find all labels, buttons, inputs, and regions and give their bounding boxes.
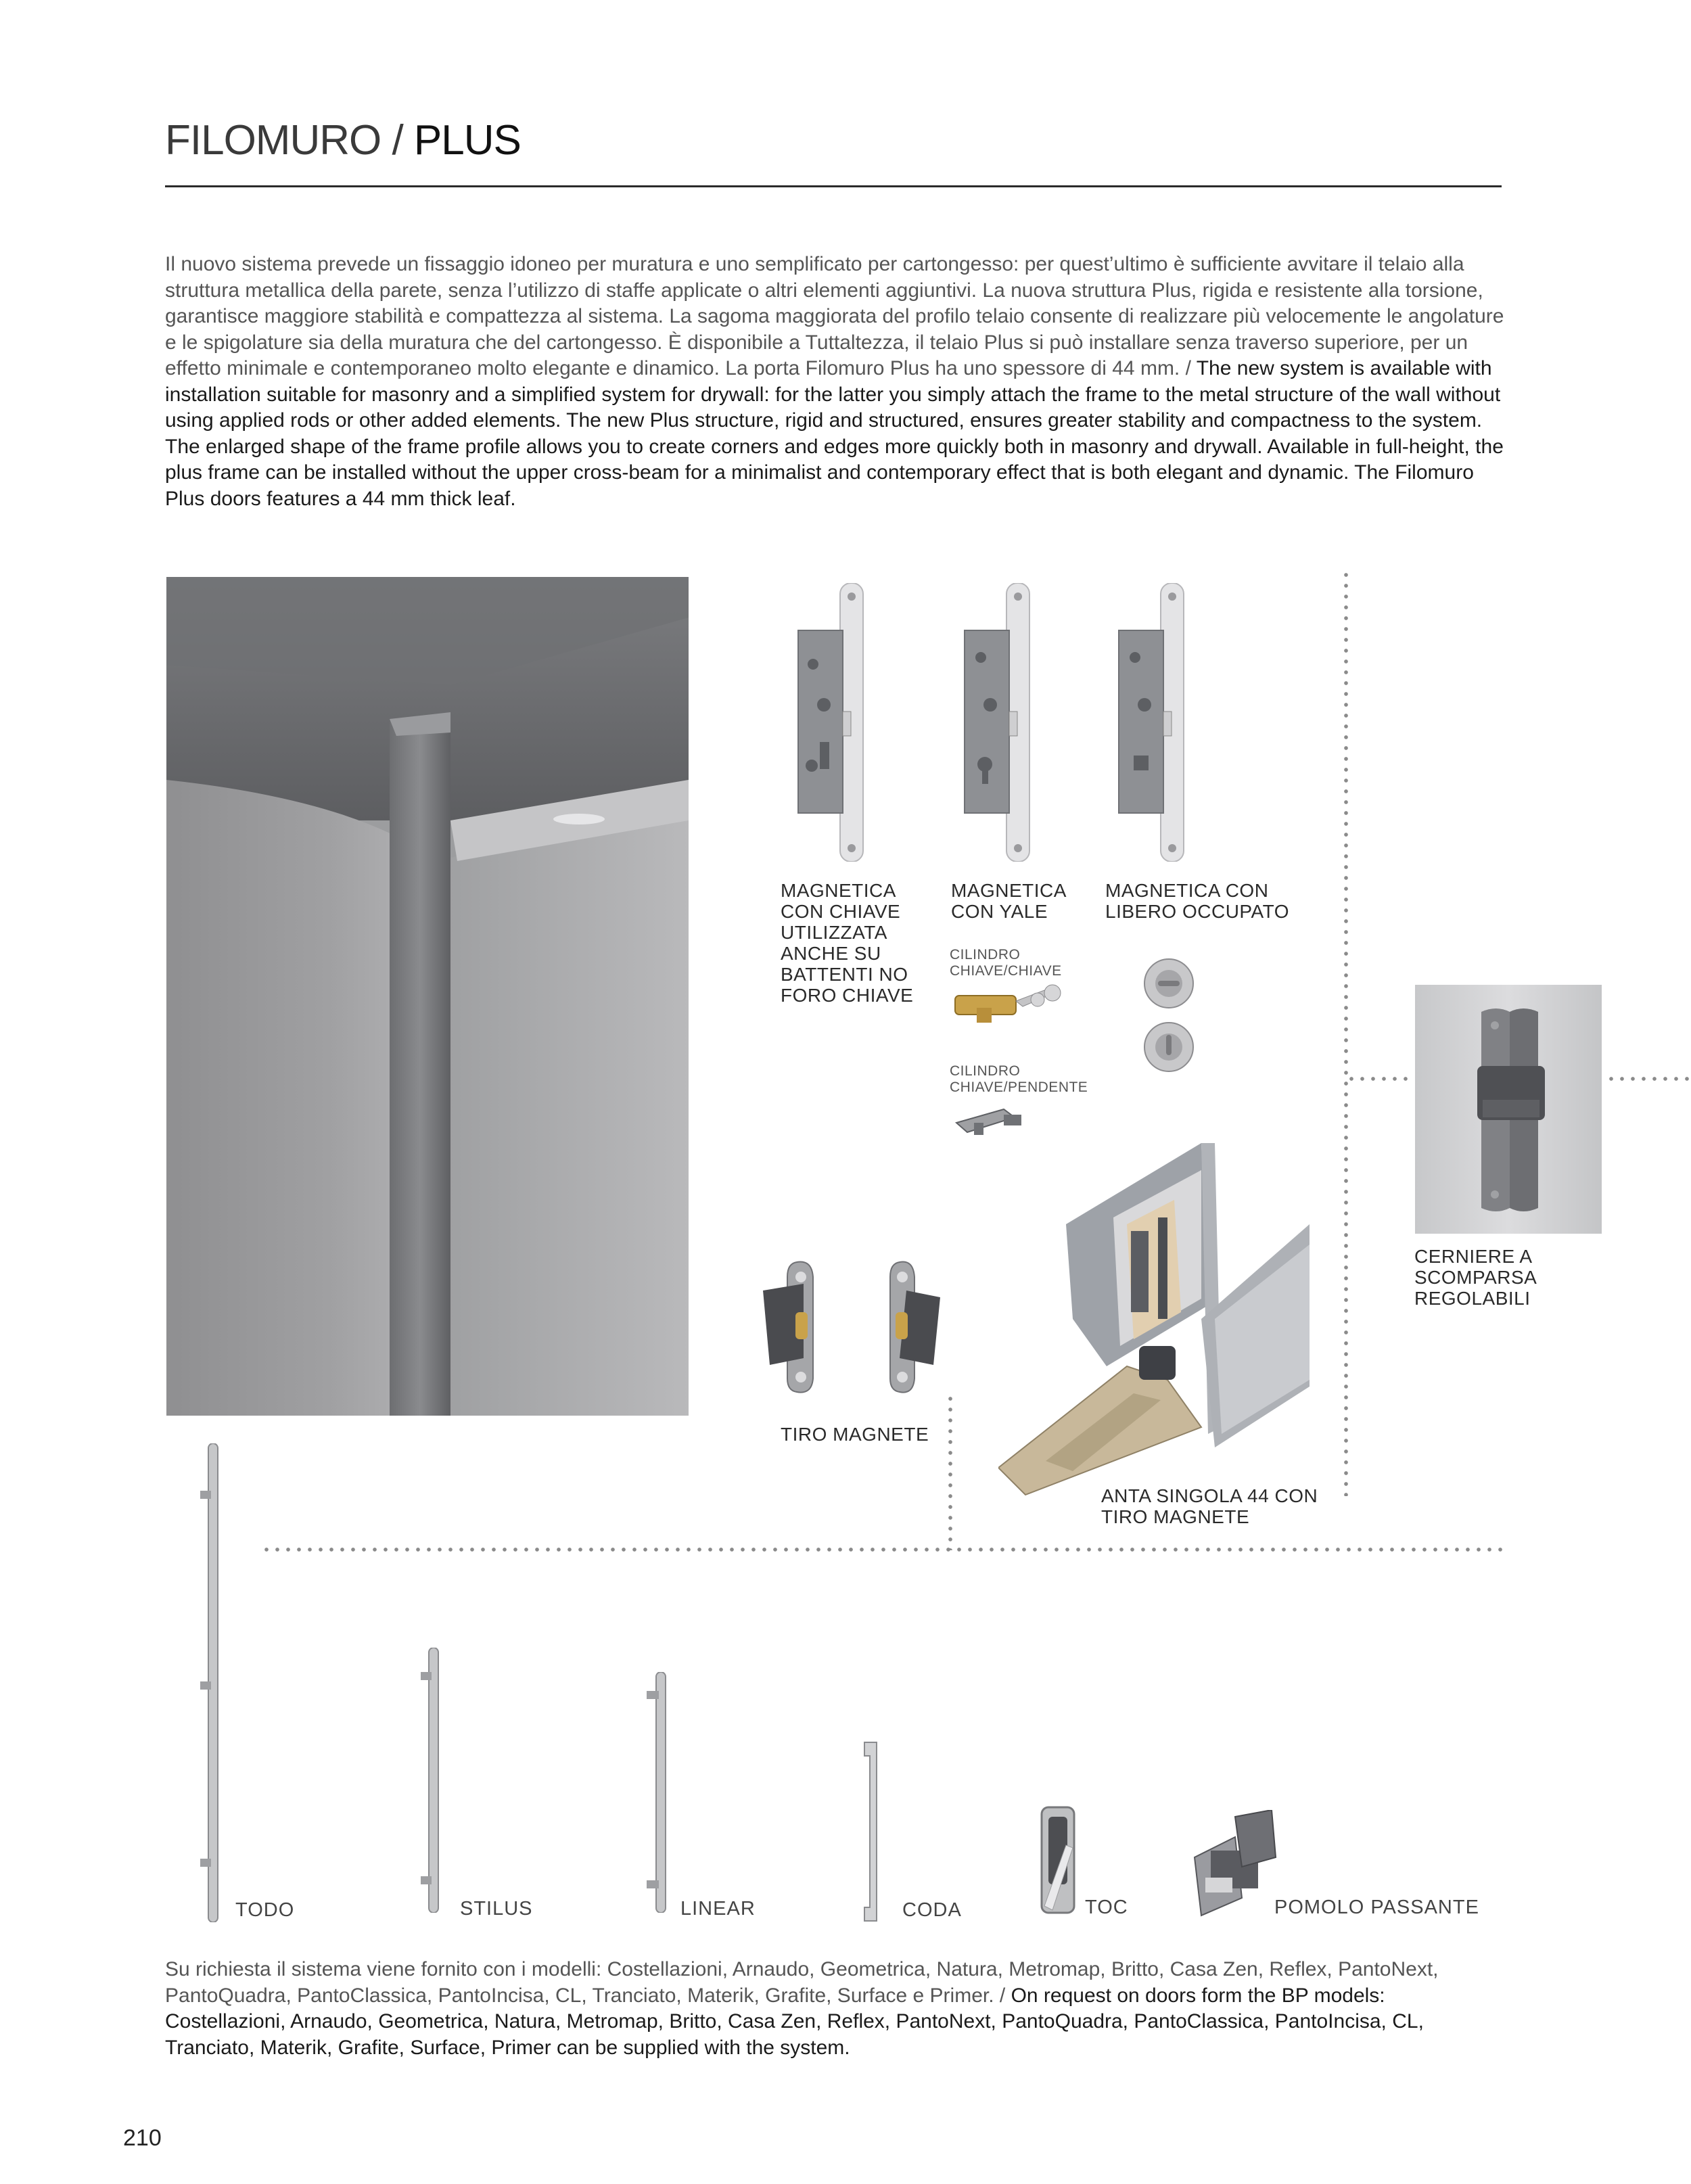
dotted-separator-hinge-left <box>1346 1077 1414 1081</box>
intro-paragraph <box>165 252 1504 512</box>
page-title: FILOMURO / PLUS <box>165 117 521 164</box>
magnet-catch-right-image <box>866 1257 947 1397</box>
lock-label-libero-occupato: MAGNETICA CON LIBERO OCCUPATO <box>1105 880 1289 922</box>
outro-italian: Su richiesta il sistema viene fornito con i modelli: Costellazioni, Arnaudo, Geometrica, Natura, Metromap, Britto, Casa Zen, Reflex, PantoNext, PantoQuadra, PantoClassica, PantoIncisa, CL, Tranciato, Materik, Grafite, Surface e Primer. / <box>165 1958 1439 2007</box>
frame-cross-section-image <box>998 1143 1310 1502</box>
dotted-separator-horizontal <box>261 1548 1506 1552</box>
cylinder-label-chiave-chiave: CILINDRO CHIAVE/CHIAVE <box>950 947 1062 979</box>
intro-english: The new system is available with installation suitable for masonry and a simplified system for drywall: for the latter you simply attach the frame to the metal structure of the wall without using applied rods or other added elements. The new Plus structure, rigid and structured, ensures greater stability and compactness to the system. The enlarged shape of the frame profile allows you to create corners and edges more quickly both in masonry and drywall. Available in full-height, the plus frame can be installed without the upper cross-beam for a minimalist and contemporary effect that is both elegant and dynamic. The Filomuro Plus doors features a 44 mm thick leaf. <box>165 357 1504 510</box>
single-leaf-label: ANTA SINGOLA 44 CON TIRO MAGNETE <box>1101 1485 1318 1527</box>
outro-english: On request on doors form the BP models: Costellazioni, Arnaudo, Geometrica, Natura, Metromap, Britto, Casa Zen, Reflex, PantoNext, PantoQuadra, PantoClassica, PantoIncisa, CL, Tranciato, Materik, Grafite, Surface, Primer can be supplied with the system. <box>165 1984 1424 2059</box>
page-number: 210 <box>123 2125 162 2151</box>
dotted-separator-vertical-center <box>948 1393 952 1550</box>
handle-label-toc: TOC <box>1085 1897 1128 1918</box>
concealed-hinge-photo <box>1415 985 1602 1234</box>
handle-pomolo-passante-image <box>1188 1810 1278 1917</box>
handle-label-todo: TODO <box>235 1899 295 1921</box>
lock-label-magnetica-chiave: MAGNETICA CON CHIAVE UTILIZZATA ANCHE SU BATTENTI NO FORO CHIAVE <box>781 880 914 1006</box>
handle-label-linear: LINEAR <box>680 1898 756 1920</box>
magnet-catch-left-image <box>756 1257 837 1397</box>
outro-paragraph <box>165 1957 1504 2061</box>
lock-label-magnetica-yale: MAGNETICA CON YALE <box>951 880 1066 922</box>
dotted-separator-hinge-right <box>1606 1077 1691 1081</box>
handle-label-stilus: STILUS <box>460 1898 533 1920</box>
door-frame-photo <box>166 577 689 1416</box>
intro-italian: Il nuovo sistema prevede un fissaggio idoneo per muratura e uno semplificato per cartongesso: per quest’ultimo è sufficiente avvitare il telaio alla struttura metallica della parete, senza l’utilizzo di staffe applicate o altri elementi aggiuntivi. La nuova struttura Plus, rigida e resistente alla torsione, garantisce maggiore stabilità e compattezza al sistema. La sagoma maggiorata del profilo telaio consente di realizzare più velocemente le angolature e le spigolature sia della muratura che del cartongesso. È disponibile a Tuttaltezza, il telaio Plus si può installare senza traverso superiore, per un effetto minimale e contemporaneo molto elegante e dinamico. La porta Filomuro Plus ha uno spessore di 44 mm. / <box>165 253 1504 379</box>
title-divider <box>165 185 1502 187</box>
lock-body-magnetica-yale <box>951 583 1039 862</box>
handle-toc-image <box>1039 1805 1077 1915</box>
handle-linear-image <box>647 1672 674 1913</box>
lock-body-magnetica-libero-occupato <box>1105 583 1193 862</box>
hinge-label: CERNIERE A SCOMPARSA REGOLABILI <box>1414 1246 1536 1309</box>
handle-label-pomolo-passante: POMOLO PASSANTE <box>1274 1897 1479 1918</box>
cylinder-key-key-image <box>950 981 1071 1028</box>
privacy-turn-knob-icon <box>1140 955 1197 1012</box>
cylinder-key-thumbturn-image <box>950 1102 1031 1143</box>
lock-body-magnetica-chiave <box>785 583 873 862</box>
handle-label-coda: CODA <box>902 1899 962 1921</box>
handle-todo-image <box>200 1443 227 1922</box>
handle-coda-image <box>860 1738 890 1925</box>
dotted-separator-vertical-right <box>1344 570 1348 1496</box>
handle-stilus-image <box>421 1648 448 1913</box>
privacy-indicator-knob-icon <box>1140 1019 1197 1075</box>
magnet-label: TIRO MAGNETE <box>781 1424 929 1445</box>
cylinder-label-chiave-pendente: CILINDRO CHIAVE/PENDENTE <box>950 1063 1088 1095</box>
